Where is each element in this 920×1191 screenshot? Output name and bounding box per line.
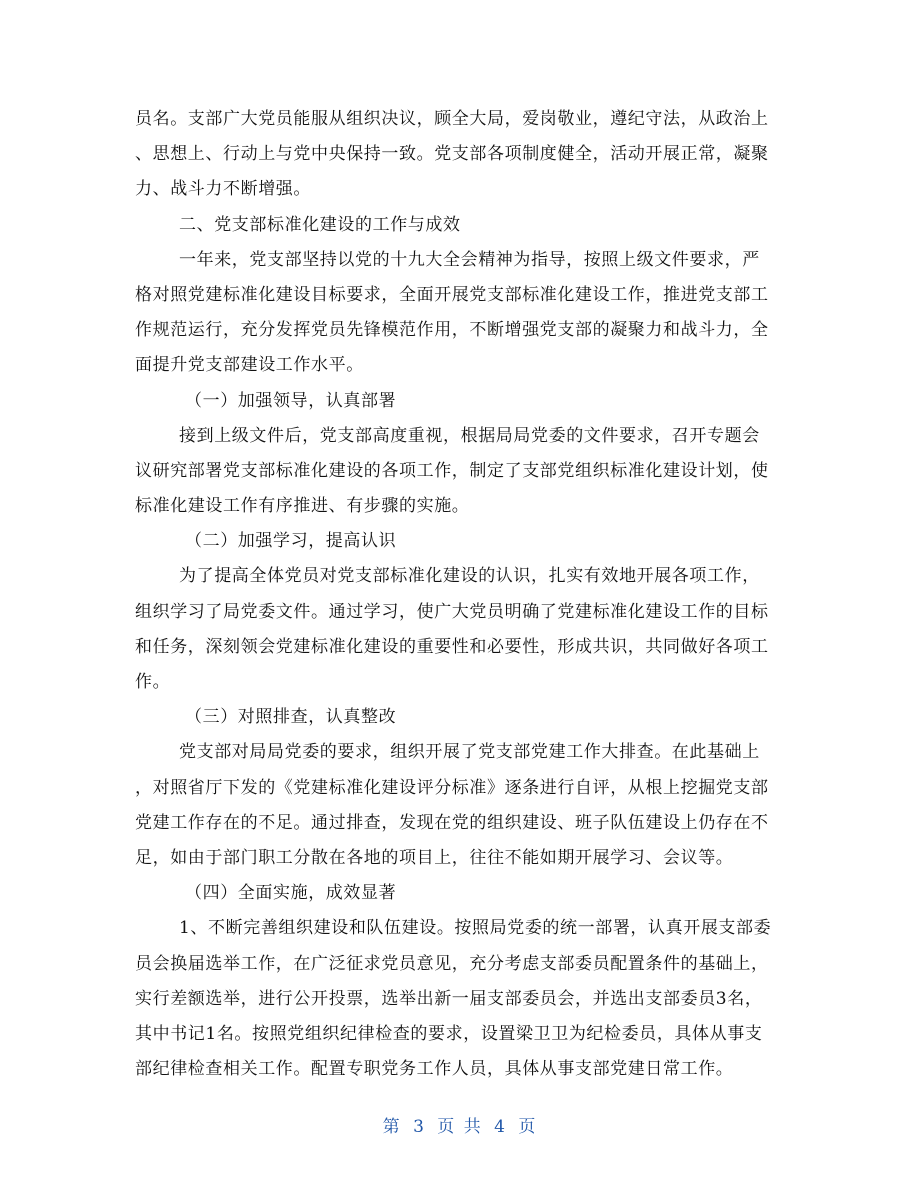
body-line: 面提升党支部建设工作水平。 (135, 355, 364, 376)
footer-page-number: 3 (413, 1117, 426, 1137)
body-line: 员名。支部广大党员能服从组织决议，顾全大局，爱岗敬业，遵纪守法，从政治上 (135, 109, 769, 129)
paragraph-first-line: 一年来，党支部坚持以党的十九大全会精神为指导，按照上级文件要求，严 (179, 249, 760, 270)
footer-prefix: 第 (382, 1117, 402, 1137)
body-line: 作规范运行，充分发挥党员先锋模范作用，不断增强党支部的凝聚力和战斗力，全 (135, 320, 769, 341)
section-heading: 二、党支部标准化建设的工作与成效 (179, 214, 461, 235)
footer-middle: 页 共 (437, 1117, 483, 1137)
body-line: 足，如由于部门职工分散在各地的项目上，往往不能如期开展学习、会议等。 (135, 847, 734, 868)
subsection-heading: （二）加强学习，提高认识 (185, 531, 397, 552)
body-line: 标准化建设工作有序推进、有步骤的实施。 (135, 496, 470, 517)
body-line: 其中书记1名。按照党组织纪律检查的要求，设置梁卫卫为纪检委员，具体从事支 (135, 1023, 763, 1044)
body-line: 和任务，深刻领会党建标准化建设的重要性和必要性，形成共识，共同做好各项工 (135, 636, 769, 657)
document-body (135, 102, 785, 1087)
body-line: 作。 (135, 672, 171, 692)
body-line: 党建工作存在的不足。通过排查，发现在党的组织建设、班子队伍建设上仍存在不 (135, 812, 769, 833)
body-line: 格对照党建标准化建设目标要求，全面开展党支部标准化建设工作，推进党支部工 (135, 284, 769, 305)
subsection-heading: （三）对照排查，认真整改 (185, 707, 397, 728)
paragraph-first-line: 1、不断完善组织建设和队伍建设。按照局党委的统一部署，认真开展支部委 (179, 918, 772, 939)
body-line: ，对照省厅下发的《党建标准化建设评分标准》逐条进行自评，从根上挖掘党支部 (135, 777, 769, 798)
page-footer (0, 1112, 920, 1137)
body-line: 员会换届选举工作，在广泛征求党员意见，充分考虑支部委员配置条件的基础上， (135, 953, 769, 974)
paragraph-first-line: 为了提高全体党员对党支部标准化建设的认识，扎实有效地开展各项工作， (179, 566, 760, 587)
body-line: 力、战斗力不断增强。 (135, 179, 311, 200)
body-line: 议研究部署党支部标准化建设的各项工作，制定了支部党组织标准化建设计划，使 (135, 460, 769, 481)
body-line: 部纪律检查相关工作。配置专职党务工作人员，具体从事支部党建日常工作。 (135, 1059, 734, 1080)
body-line: 、思想上、行动上与党中央保持一致。党支部各项制度健全，活动开展正常，凝聚 (135, 144, 769, 165)
paragraph-first-line: 党支部对局局党委的要求，组织开展了党支部党建工作大排查。在此基础上 (179, 742, 760, 763)
body-line: 实行差额选举，进行公开投票，选举出新一届支部委员会，并选出支部委员3名， (135, 988, 763, 1009)
subsection-heading: （一）加强领导，认真部署 (185, 390, 397, 411)
subsection-heading: （四）全面实施，成效显著 (185, 883, 397, 904)
body-line: 组织学习了局党委文件。通过学习，使广大党员明确了党建标准化建设工作的目标 (135, 601, 769, 622)
footer-suffix: 页 (518, 1117, 538, 1137)
footer-total-pages: 4 (494, 1117, 507, 1137)
paragraph-first-line: 接到上级文件后，党支部高度重视，根据局局党委的文件要求，召开专题会 (179, 425, 760, 446)
